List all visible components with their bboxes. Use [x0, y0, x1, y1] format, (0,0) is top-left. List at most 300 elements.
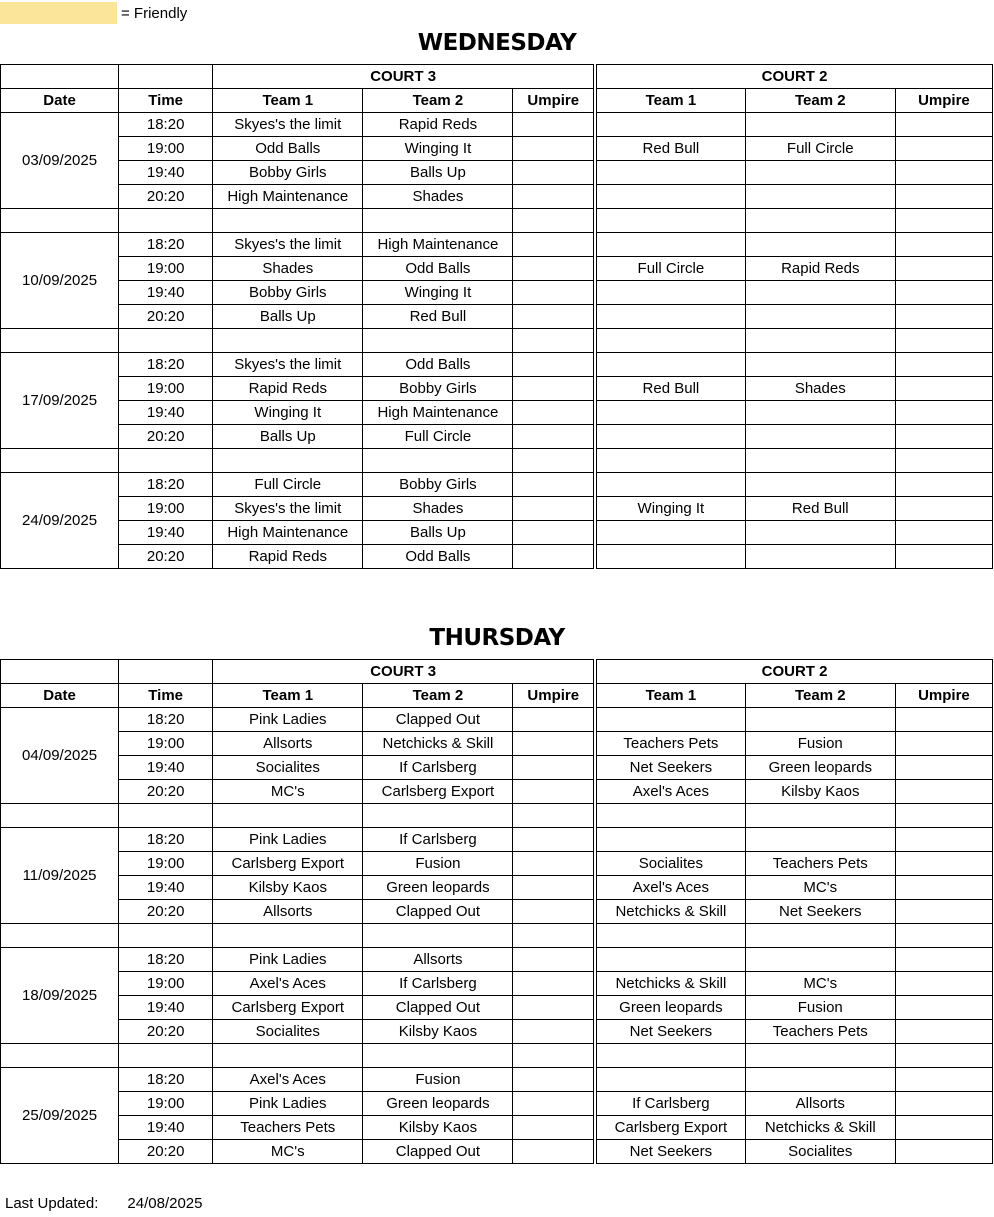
court-2-umpire-cell	[895, 137, 992, 161]
empty-cell	[595, 804, 745, 828]
empty-cell	[363, 209, 513, 233]
court-2-team-2-cell: Fusion	[745, 732, 895, 756]
header-blank	[119, 65, 213, 89]
court-2-team-2-cell: MC's	[745, 972, 895, 996]
match-row	[1, 732, 993, 756]
court-2-umpire-cell	[895, 996, 992, 1020]
court-2-umpire-cell	[895, 1116, 992, 1140]
court-3-team-2-cell: Balls Up	[363, 521, 513, 545]
time-cell: 19:40	[119, 756, 213, 780]
match-row	[1, 708, 993, 732]
time-cell: 18:20	[119, 113, 213, 137]
court-2-team-2-cell	[745, 708, 895, 732]
match-row	[1, 401, 993, 425]
match-row	[1, 780, 993, 804]
court-3-team-1-cell: MC's	[213, 1140, 363, 1164]
court-3-umpire-cell	[513, 1140, 595, 1164]
court-3-team-1-cell: High Maintenance	[213, 185, 363, 209]
court-3-umpire-cell	[513, 1068, 595, 1092]
friendly-swatch	[0, 2, 117, 24]
court-3-team-1-cell: MC's	[213, 780, 363, 804]
court-3-team-2-cell: Odd Balls	[363, 545, 513, 569]
court-3-umpire-cell	[513, 353, 595, 377]
empty-cell	[595, 924, 745, 948]
court-3-umpire-cell	[513, 377, 595, 401]
empty-cell	[895, 329, 992, 353]
match-row	[1, 497, 993, 521]
date-cell: 03/09/2025	[1, 113, 119, 209]
empty-cell	[745, 209, 895, 233]
match-row	[1, 377, 993, 401]
date-cell: 25/09/2025	[1, 1068, 119, 1164]
court-2-team-2-cell	[745, 401, 895, 425]
schedule-table-thursday	[0, 659, 993, 1164]
schedule-table-wednesday	[0, 64, 993, 569]
match-row	[1, 1140, 993, 1164]
court-2-team-2-cell	[745, 1068, 895, 1092]
time-cell: 19:00	[119, 497, 213, 521]
court-2-team-1-cell	[595, 948, 745, 972]
header-blank	[119, 660, 213, 684]
court-3-team-2-cell: If Carlsberg	[363, 972, 513, 996]
court-3-team-1-cell: Axel's Aces	[213, 1068, 363, 1092]
court-2-team-1-cell: Teachers Pets	[595, 732, 745, 756]
court-2-team-2-cell	[745, 281, 895, 305]
court-3-umpire-cell	[513, 161, 595, 185]
date-cell: 17/09/2025	[1, 353, 119, 449]
court-2-team-1-header: Team 1	[595, 684, 745, 708]
court-3-umpire-cell	[513, 473, 595, 497]
time-cell: 20:20	[119, 185, 213, 209]
court-2-umpire-cell	[895, 305, 992, 329]
date-cell: 10/09/2025	[1, 233, 119, 329]
court-3-team-2-header: Team 2	[363, 89, 513, 113]
empty-cell	[513, 329, 595, 353]
court-2-team-1-cell	[595, 425, 745, 449]
time-cell: 18:20	[119, 948, 213, 972]
court-3-team-1-cell: Allsorts	[213, 732, 363, 756]
match-row	[1, 113, 993, 137]
court-3-team-1-cell: Axel's Aces	[213, 972, 363, 996]
match-row	[1, 425, 993, 449]
court-3-team-2-cell: Clapped Out	[363, 708, 513, 732]
time-cell: 19:40	[119, 401, 213, 425]
court-2-team-1-cell: Net Seekers	[595, 1020, 745, 1044]
spacer-row	[1, 1044, 993, 1068]
court-2-umpire-cell	[895, 545, 992, 569]
court-3-team-1-header: Team 1	[213, 89, 363, 113]
match-row	[1, 305, 993, 329]
court-3-team-2-cell: Kilsby Kaos	[363, 1116, 513, 1140]
empty-cell	[513, 209, 595, 233]
last-updated-label: Last Updated:	[5, 1195, 99, 1212]
court-2-team-2-cell	[745, 113, 895, 137]
court-2-team-2-cell: Net Seekers	[745, 900, 895, 924]
empty-cell	[363, 1044, 513, 1068]
time-cell: 20:20	[119, 545, 213, 569]
court-3-team-1-cell: Kilsby Kaos	[213, 876, 363, 900]
empty-cell	[119, 804, 213, 828]
time-cell: 18:20	[119, 353, 213, 377]
header-blank	[1, 660, 119, 684]
court-2-umpire-cell	[895, 948, 992, 972]
match-row	[1, 948, 993, 972]
court-3-team-1-cell: Carlsberg Export	[213, 996, 363, 1020]
court-2-team-1-cell	[595, 161, 745, 185]
match-row	[1, 161, 993, 185]
court-2-umpire-header: Umpire	[895, 89, 992, 113]
column-header-row	[1, 89, 993, 113]
last-updated-value: 24/08/2025	[127, 1195, 203, 1212]
court-3-team-1-cell: Socialites	[213, 1020, 363, 1044]
empty-cell	[213, 804, 363, 828]
court-2-team-1-cell: Red Bull	[595, 377, 745, 401]
court-2-umpire-header: Umpire	[895, 684, 992, 708]
empty-cell	[745, 804, 895, 828]
time-cell: 19:00	[119, 137, 213, 161]
empty-cell	[1, 209, 119, 233]
empty-cell	[745, 924, 895, 948]
court-3-team-1-cell: Skyes's the limit	[213, 497, 363, 521]
court-3-umpire-cell	[513, 852, 595, 876]
match-row	[1, 185, 993, 209]
court-2-team-1-cell: If Carlsberg	[595, 1092, 745, 1116]
empty-cell	[119, 209, 213, 233]
empty-cell	[895, 924, 992, 948]
time-cell: 19:40	[119, 1116, 213, 1140]
court-3-umpire-cell	[513, 497, 595, 521]
court-2-header: COURT 2	[595, 660, 992, 684]
court-3-team-2-cell: Green leopards	[363, 876, 513, 900]
spacer-row	[1, 924, 993, 948]
court-2-team-2-header: Team 2	[745, 684, 895, 708]
spacer-row	[1, 804, 993, 828]
court-2-team-2-cell: Full Circle	[745, 137, 895, 161]
spacer-row	[1, 209, 993, 233]
legend	[0, 2, 187, 24]
date-header: Date	[1, 89, 119, 113]
last-updated	[5, 1195, 202, 1212]
match-row	[1, 353, 993, 377]
time-cell: 20:20	[119, 1020, 213, 1044]
court-3-team-1-cell: Bobby Girls	[213, 161, 363, 185]
court-2-team-2-cell	[745, 161, 895, 185]
court-3-umpire-cell	[513, 545, 595, 569]
empty-cell	[513, 449, 595, 473]
court-2-team-2-cell: Socialites	[745, 1140, 895, 1164]
court-2-team-2-cell	[745, 521, 895, 545]
match-row	[1, 1068, 993, 1092]
court-3-team-1-cell: Pink Ladies	[213, 708, 363, 732]
court-header-row	[1, 65, 993, 89]
empty-cell	[363, 329, 513, 353]
court-3-umpire-cell	[513, 425, 595, 449]
court-2-umpire-cell	[895, 1092, 992, 1116]
court-3-team-2-cell: Allsorts	[363, 948, 513, 972]
court-3-team-2-cell: Shades	[363, 497, 513, 521]
match-row	[1, 257, 993, 281]
court-2-umpire-cell	[895, 521, 992, 545]
court-3-umpire-cell	[513, 257, 595, 281]
court-3-team-2-cell: Fusion	[363, 1068, 513, 1092]
court-3-team-2-cell: Bobby Girls	[363, 377, 513, 401]
court-3-team-2-cell: If Carlsberg	[363, 756, 513, 780]
court-2-team-1-cell: Net Seekers	[595, 1140, 745, 1164]
time-cell: 19:40	[119, 521, 213, 545]
empty-cell	[1, 329, 119, 353]
court-2-team-2-cell: Rapid Reds	[745, 257, 895, 281]
court-2-umpire-cell	[895, 257, 992, 281]
empty-cell	[1, 924, 119, 948]
time-cell: 19:00	[119, 257, 213, 281]
court-2-umpire-cell	[895, 1068, 992, 1092]
court-2-umpire-cell	[895, 852, 992, 876]
court-2-team-2-cell	[745, 185, 895, 209]
court-3-team-1-cell: Teachers Pets	[213, 1116, 363, 1140]
court-3-team-1-cell: Carlsberg Export	[213, 852, 363, 876]
court-2-umpire-cell	[895, 780, 992, 804]
time-cell: 18:20	[119, 1068, 213, 1092]
empty-cell	[745, 449, 895, 473]
court-2-umpire-cell	[895, 377, 992, 401]
empty-cell	[595, 449, 745, 473]
court-3-umpire-cell	[513, 401, 595, 425]
match-row	[1, 1116, 993, 1140]
empty-cell	[363, 924, 513, 948]
court-2-team-1-cell: Winging It	[595, 497, 745, 521]
court-2-team-2-cell	[745, 353, 895, 377]
time-cell: 20:20	[119, 900, 213, 924]
column-header-row	[1, 684, 993, 708]
time-cell: 19:40	[119, 876, 213, 900]
court-3-team-1-cell: Skyes's the limit	[213, 353, 363, 377]
match-row	[1, 281, 993, 305]
time-header: Time	[119, 684, 213, 708]
court-3-team-2-cell: Clapped Out	[363, 996, 513, 1020]
empty-cell	[213, 329, 363, 353]
empty-cell	[745, 1044, 895, 1068]
court-2-header: COURT 2	[595, 65, 992, 89]
court-3-umpire-cell	[513, 972, 595, 996]
court-3-team-2-cell: Rapid Reds	[363, 113, 513, 137]
court-3-team-2-cell: Odd Balls	[363, 353, 513, 377]
court-3-team-1-cell: Rapid Reds	[213, 545, 363, 569]
court-2-umpire-cell	[895, 113, 992, 137]
empty-cell	[363, 804, 513, 828]
spacer-row	[1, 449, 993, 473]
court-2-umpire-cell	[895, 900, 992, 924]
time-cell: 20:20	[119, 780, 213, 804]
court-2-team-2-cell: Teachers Pets	[745, 1020, 895, 1044]
court-2-team-1-cell: Full Circle	[595, 257, 745, 281]
court-2-umpire-cell	[895, 708, 992, 732]
court-3-umpire-cell	[513, 996, 595, 1020]
empty-cell	[745, 329, 895, 353]
court-3-team-1-cell: Winging It	[213, 401, 363, 425]
empty-cell	[1, 804, 119, 828]
court-2-team-2-cell: Shades	[745, 377, 895, 401]
empty-cell	[895, 1044, 992, 1068]
court-3-team-1-cell: Allsorts	[213, 900, 363, 924]
empty-cell	[213, 209, 363, 233]
court-3-umpire-cell	[513, 137, 595, 161]
court-2-team-1-cell	[595, 545, 745, 569]
date-cell: 11/09/2025	[1, 828, 119, 924]
match-row	[1, 1020, 993, 1044]
time-cell: 19:00	[119, 1092, 213, 1116]
empty-cell	[1, 1044, 119, 1068]
court-3-team-1-cell: Balls Up	[213, 305, 363, 329]
court-3-umpire-cell	[513, 948, 595, 972]
court-3-team-1-header: Team 1	[213, 684, 363, 708]
empty-cell	[595, 209, 745, 233]
match-row	[1, 852, 993, 876]
time-cell: 19:00	[119, 732, 213, 756]
empty-cell	[513, 804, 595, 828]
court-2-team-1-cell: Socialites	[595, 852, 745, 876]
court-header-row	[1, 660, 993, 684]
court-3-team-2-cell: Odd Balls	[363, 257, 513, 281]
court-2-team-2-cell	[745, 233, 895, 257]
court-2-umpire-cell	[895, 473, 992, 497]
court-3-umpire-cell	[513, 756, 595, 780]
match-row	[1, 137, 993, 161]
court-2-team-1-cell	[595, 233, 745, 257]
court-2-team-1-cell: Green leopards	[595, 996, 745, 1020]
date-header: Date	[1, 684, 119, 708]
court-2-team-2-cell	[745, 545, 895, 569]
court-3-team-1-cell: Full Circle	[213, 473, 363, 497]
time-cell: 18:20	[119, 233, 213, 257]
day-title-thursday: THURSDAY	[429, 625, 565, 651]
court-2-umpire-cell	[895, 353, 992, 377]
empty-cell	[119, 924, 213, 948]
empty-cell	[595, 329, 745, 353]
match-row	[1, 996, 993, 1020]
court-2-team-1-cell	[595, 708, 745, 732]
court-3-team-2-cell: Winging It	[363, 281, 513, 305]
court-3-team-1-cell: Rapid Reds	[213, 377, 363, 401]
court-2-team-1-cell	[595, 473, 745, 497]
court-2-umpire-cell	[895, 1140, 992, 1164]
date-cell: 04/09/2025	[1, 708, 119, 804]
court-3-team-1-cell: Pink Ladies	[213, 1092, 363, 1116]
court-2-team-1-cell: Axel's Aces	[595, 780, 745, 804]
court-3-team-2-cell: Green leopards	[363, 1092, 513, 1116]
match-row	[1, 233, 993, 257]
court-3-team-2-cell: Carlsberg Export	[363, 780, 513, 804]
court-3-team-2-cell: Fusion	[363, 852, 513, 876]
court-2-umpire-cell	[895, 281, 992, 305]
court-2-team-1-cell	[595, 113, 745, 137]
court-2-umpire-cell	[895, 401, 992, 425]
court-3-umpire-cell	[513, 113, 595, 137]
court-3-umpire-cell	[513, 732, 595, 756]
match-row	[1, 972, 993, 996]
court-2-umpire-cell	[895, 828, 992, 852]
time-cell: 19:00	[119, 852, 213, 876]
court-2-team-2-cell	[745, 305, 895, 329]
court-2-team-2-cell: Fusion	[745, 996, 895, 1020]
court-2-team-2-cell: Teachers Pets	[745, 852, 895, 876]
court-2-team-1-cell	[595, 281, 745, 305]
court-2-team-1-cell: Axel's Aces	[595, 876, 745, 900]
court-2-team-2-cell: Netchicks & Skill	[745, 1116, 895, 1140]
empty-cell	[595, 1044, 745, 1068]
court-3-header: COURT 3	[213, 65, 595, 89]
court-2-team-2-cell: Green leopards	[745, 756, 895, 780]
match-row	[1, 756, 993, 780]
court-3-team-2-cell: Full Circle	[363, 425, 513, 449]
court-2-team-1-cell	[595, 305, 745, 329]
empty-cell	[1, 449, 119, 473]
match-row	[1, 900, 993, 924]
time-cell: 18:20	[119, 708, 213, 732]
time-cell: 20:20	[119, 425, 213, 449]
court-2-team-2-cell	[745, 425, 895, 449]
court-2-team-2-cell: Red Bull	[745, 497, 895, 521]
time-cell: 18:20	[119, 828, 213, 852]
court-2-umpire-cell	[895, 161, 992, 185]
court-3-umpire-cell	[513, 708, 595, 732]
court-3-umpire-cell	[513, 233, 595, 257]
court-3-umpire-cell	[513, 1020, 595, 1044]
time-cell: 19:40	[119, 281, 213, 305]
court-2-team-2-cell	[745, 828, 895, 852]
match-row	[1, 473, 993, 497]
court-2-team-2-header: Team 2	[745, 89, 895, 113]
court-3-team-2-cell: Bobby Girls	[363, 473, 513, 497]
court-2-team-2-cell: Allsorts	[745, 1092, 895, 1116]
court-2-umpire-cell	[895, 876, 992, 900]
court-3-umpire-cell	[513, 828, 595, 852]
empty-cell	[895, 804, 992, 828]
court-3-header: COURT 3	[213, 660, 595, 684]
date-cell: 18/09/2025	[1, 948, 119, 1044]
court-2-umpire-cell	[895, 497, 992, 521]
court-2-umpire-cell	[895, 756, 992, 780]
court-3-umpire-cell	[513, 521, 595, 545]
match-row	[1, 521, 993, 545]
court-2-team-1-cell	[595, 185, 745, 209]
court-3-team-1-cell: Pink Ladies	[213, 828, 363, 852]
spacer-row	[1, 329, 993, 353]
court-3-team-2-header: Team 2	[363, 684, 513, 708]
court-3-umpire-cell	[513, 1116, 595, 1140]
match-row	[1, 1092, 993, 1116]
court-2-umpire-cell	[895, 972, 992, 996]
court-2-team-1-cell	[595, 401, 745, 425]
court-3-team-2-cell: Shades	[363, 185, 513, 209]
time-header: Time	[119, 89, 213, 113]
court-2-team-1-cell	[595, 1068, 745, 1092]
court-2-umpire-cell	[895, 425, 992, 449]
court-3-team-1-cell: Balls Up	[213, 425, 363, 449]
court-3-team-2-cell: Clapped Out	[363, 900, 513, 924]
empty-cell	[895, 209, 992, 233]
empty-cell	[213, 924, 363, 948]
court-2-team-1-cell: Red Bull	[595, 137, 745, 161]
court-2-team-1-cell: Net Seekers	[595, 756, 745, 780]
time-cell: 18:20	[119, 473, 213, 497]
empty-cell	[513, 1044, 595, 1068]
date-cell: 24/09/2025	[1, 473, 119, 569]
court-3-umpire-cell	[513, 876, 595, 900]
court-3-team-2-cell: High Maintenance	[363, 401, 513, 425]
empty-cell	[119, 449, 213, 473]
court-2-team-1-cell: Netchicks & Skill	[595, 900, 745, 924]
court-3-team-1-cell: Skyes's the limit	[213, 113, 363, 137]
